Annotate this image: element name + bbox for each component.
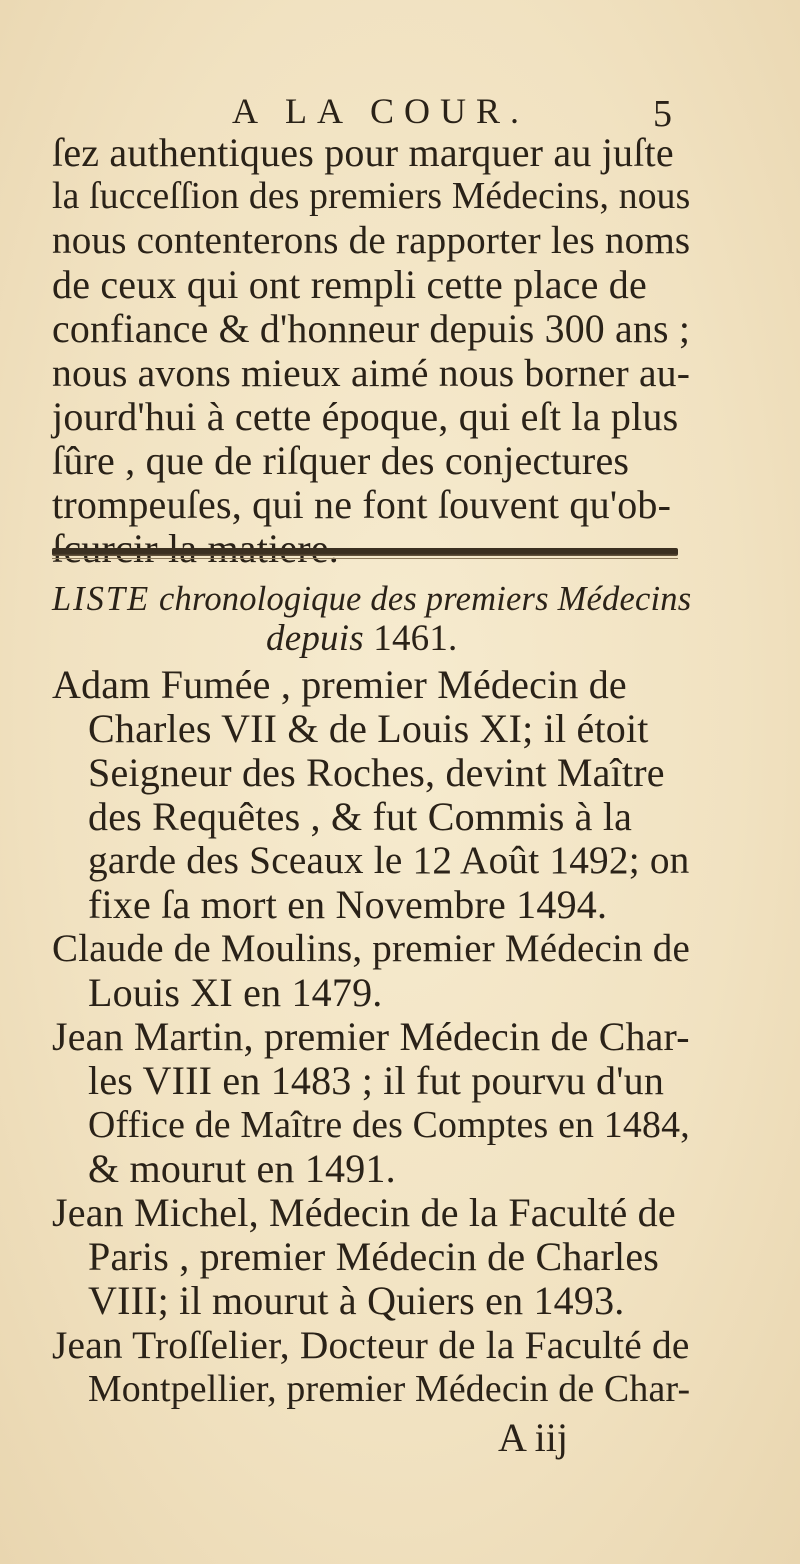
entry-line: Jean Martin, premier Médecin de Char- — [52, 1014, 690, 1059]
entry-line: Claude de Moulins, premier Médecin de — [52, 927, 690, 970]
entry-line: Jean Michel, Médecin de la Faculté de — [52, 1190, 676, 1235]
page-header — [232, 90, 672, 134]
section-rule — [52, 548, 678, 556]
intro-line: de ceux qui ont rempli cette place de — [52, 262, 647, 307]
entry-line: Seigneur des Roches, devint Maître — [88, 750, 665, 795]
section-title-line2 — [266, 618, 458, 660]
intro-line: ſûre , que de riſquer des conjectures — [52, 438, 630, 483]
intro-line: confiance & d'honneur depuis 300 ans ; — [52, 307, 691, 351]
section-title-depuis: depuis — [266, 618, 364, 659]
section-title-rest: chronologique des premiers Médecins — [150, 580, 692, 618]
entry-line: VIII; il mourut à Quiers en 1493. — [88, 1278, 625, 1323]
page-number: 5 — [653, 93, 672, 135]
entry-line: Louis XI en 1479. — [88, 970, 383, 1015]
entry-line: Paris , premier Médecin de Charles — [88, 1234, 660, 1279]
intro-line: ſez authentiques pour marquer au juſte — [52, 130, 674, 175]
entry-line: les VIII en 1483 ; il fut pourvu d'un — [88, 1058, 665, 1103]
entry-line: des Requêtes , & fut Commis à la — [88, 794, 633, 839]
section-title-lead: LISTE — [52, 580, 151, 618]
signature-mark: A iij — [498, 1415, 569, 1460]
entry-line: Office de Maître des Comptes en 1484, — [88, 1104, 690, 1146]
intro-line: nous avons mieux aimé nous borner au- — [52, 351, 691, 395]
section-title-year: 1461. — [363, 618, 458, 659]
entry-line: fixe ſa mort en Novembre 1494. — [88, 882, 608, 927]
intro-line: trompeuſes, qui ne font ſouvent qu'ob- — [52, 482, 672, 527]
entry-line: Jean Troſſelier, Docteur de la Faculté de — [52, 1323, 690, 1367]
section-title-line1 — [52, 578, 691, 620]
intro-line: la ſucceſſion des premiers Médecins, nous — [52, 176, 691, 217]
entry-line: & mourut en 1491. — [88, 1146, 396, 1191]
intro-line: jourd'hui à cette époque, qui eſt la plus — [52, 394, 679, 439]
entry-line: garde des Sceaux le 12 Août 1492; on — [88, 839, 690, 882]
entry-line: Adam Fumée , premier Médecin de — [52, 662, 627, 707]
entry-line: Montpellier, premier Médecin de Char- — [88, 1368, 691, 1410]
running-head: A LA COUR. — [232, 91, 530, 131]
intro-line: nous contenterons de rapporter les noms — [52, 219, 691, 262]
entry-line: Charles VII & de Louis XI; il étoit — [88, 706, 649, 751]
